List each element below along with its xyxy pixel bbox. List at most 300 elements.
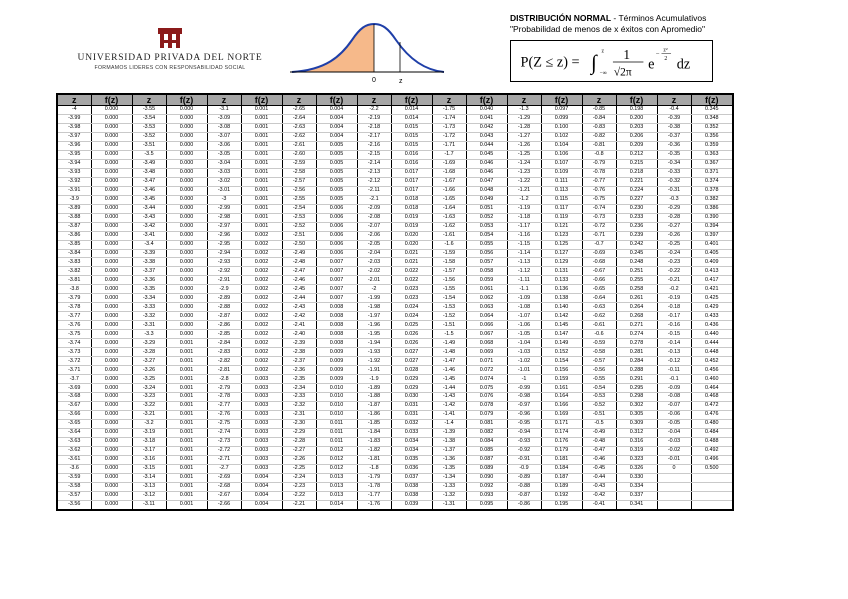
fz-value-cell: 0.000 bbox=[91, 222, 132, 231]
z-value-cell: -3.64 bbox=[57, 428, 91, 437]
fz-value-cell: 0.000 bbox=[91, 114, 132, 123]
fz-value-cell: 0.015 bbox=[391, 123, 432, 132]
fz-value-cell: 0.115 bbox=[541, 195, 582, 204]
z-value-cell: -1.36 bbox=[432, 455, 466, 464]
fz-value-cell: 0.031 bbox=[391, 410, 432, 419]
z-value-cell: -1.89 bbox=[357, 384, 391, 393]
fz-value-cell: 0.000 bbox=[91, 276, 132, 285]
fz-value-cell: 0.014 bbox=[391, 106, 432, 115]
z-value-cell: -3.89 bbox=[57, 204, 91, 213]
z-value-cell: -0.15 bbox=[657, 330, 691, 339]
z-value-cell: -0.74 bbox=[582, 204, 616, 213]
fz-value-cell: 0.003 bbox=[241, 375, 282, 384]
fz-value-cell: 0.001 bbox=[166, 428, 207, 437]
fz-value-cell: 0.460 bbox=[691, 375, 733, 384]
fz-value-cell: 0.397 bbox=[691, 231, 733, 240]
z-value-cell: -1.49 bbox=[432, 339, 466, 348]
z-value-cell: -2.42 bbox=[282, 312, 316, 321]
fz-value-cell: 0.016 bbox=[391, 150, 432, 159]
fz-value-cell: 0.000 bbox=[91, 321, 132, 330]
table-row bbox=[57, 213, 733, 222]
z-value-cell: -3.63 bbox=[57, 437, 91, 446]
z-value-cell: -1.59 bbox=[432, 249, 466, 258]
fz-value-cell: 0.048 bbox=[466, 186, 507, 195]
fz-value-cell: 0.000 bbox=[166, 213, 207, 222]
fz-value-cell: 0.000 bbox=[166, 222, 207, 231]
fz-value-cell: 0.001 bbox=[166, 500, 207, 509]
z-value-cell: -4 bbox=[57, 106, 91, 115]
svg-text:√2π: √2π bbox=[613, 66, 632, 79]
fz-value-cell bbox=[691, 491, 733, 500]
z-value-cell: -1.75 bbox=[432, 106, 466, 115]
z-value-cell: -1.24 bbox=[507, 159, 541, 168]
z-value-cell: -3.67 bbox=[57, 401, 91, 410]
fz-value-cell: 0.011 bbox=[316, 437, 357, 446]
z-value-cell: -2.57 bbox=[282, 177, 316, 186]
fz-value-cell: 0.001 bbox=[241, 222, 282, 231]
z-value-cell: -3.17 bbox=[132, 446, 166, 455]
fz-value-cell: 0.000 bbox=[166, 231, 207, 240]
z-value-cell: -2.12 bbox=[357, 177, 391, 186]
fz-value-cell: 0.022 bbox=[391, 276, 432, 285]
table-row bbox=[57, 141, 733, 150]
z-value-cell: -1.02 bbox=[507, 357, 541, 366]
z-value-cell: -1.68 bbox=[432, 168, 466, 177]
z-value-cell: -1.04 bbox=[507, 339, 541, 348]
table-row bbox=[57, 195, 733, 204]
z-value-cell: -0.85 bbox=[582, 106, 616, 115]
z-value-cell: -2.27 bbox=[282, 446, 316, 455]
column-header-z: z bbox=[357, 94, 391, 106]
fz-value-cell: 0.001 bbox=[166, 375, 207, 384]
fz-value-cell: 0.224 bbox=[616, 186, 657, 195]
z-value-cell: -3.31 bbox=[132, 321, 166, 330]
fz-value-cell: 0.041 bbox=[466, 114, 507, 123]
fz-value-cell: 0.488 bbox=[691, 437, 733, 446]
fz-value-cell: 0.218 bbox=[616, 168, 657, 177]
z-value-cell: -3.2 bbox=[132, 419, 166, 428]
z-value-cell: -2.09 bbox=[357, 204, 391, 213]
fz-value-cell: 0.000 bbox=[91, 330, 132, 339]
z-value-cell: -1.28 bbox=[507, 123, 541, 132]
z-value-cell: -2.05 bbox=[357, 240, 391, 249]
fz-value-cell: 0.348 bbox=[691, 114, 733, 123]
z-value-cell: -3.39 bbox=[132, 249, 166, 258]
fz-value-cell: 0.359 bbox=[691, 141, 733, 150]
z-value-cell: -0.76 bbox=[582, 186, 616, 195]
fz-value-cell: 0.027 bbox=[391, 357, 432, 366]
z-value-cell: -1.13 bbox=[507, 258, 541, 267]
fz-value-cell: 0.464 bbox=[691, 384, 733, 393]
table-row bbox=[57, 177, 733, 186]
fz-value-cell: 0.005 bbox=[316, 186, 357, 195]
z-value-cell: -0.94 bbox=[507, 428, 541, 437]
z-value-cell: -1.91 bbox=[357, 366, 391, 375]
fz-value-cell: 0.268 bbox=[616, 312, 657, 321]
fz-value-cell: 0.000 bbox=[91, 267, 132, 276]
fz-value-cell: 0.295 bbox=[616, 384, 657, 393]
z-value-cell: -1.15 bbox=[507, 240, 541, 249]
fz-value-cell: 0.429 bbox=[691, 303, 733, 312]
title-rest: - Términos Acumulativos bbox=[611, 13, 707, 23]
z-value-cell: -2.89 bbox=[207, 294, 241, 303]
fz-value-cell: 0.061 bbox=[466, 285, 507, 294]
z-value-cell: -0.56 bbox=[582, 366, 616, 375]
fz-value-cell: 0.326 bbox=[616, 464, 657, 473]
z-value-cell: -2.13 bbox=[357, 168, 391, 177]
fz-value-cell: 0.000 bbox=[91, 366, 132, 375]
table-row bbox=[57, 446, 733, 455]
z-value-cell: -0.5 bbox=[582, 419, 616, 428]
z-value-cell: -2.86 bbox=[207, 321, 241, 330]
fz-value-cell: 0.007 bbox=[316, 267, 357, 276]
z-value-cell: -1.12 bbox=[507, 267, 541, 276]
z-value-cell: -2.51 bbox=[282, 231, 316, 240]
z-value-cell: -1.25 bbox=[507, 150, 541, 159]
z-value-cell: -3 bbox=[207, 195, 241, 204]
fz-value-cell: 0.003 bbox=[241, 455, 282, 464]
z-value-cell: -2.46 bbox=[282, 276, 316, 285]
table-row bbox=[57, 294, 733, 303]
fz-value-cell: 0.010 bbox=[316, 384, 357, 393]
z-value-cell: -3.85 bbox=[57, 240, 91, 249]
z-value-cell: -3.35 bbox=[132, 285, 166, 294]
table-row bbox=[57, 464, 733, 473]
z-value-cell: -2.97 bbox=[207, 222, 241, 231]
fz-value-cell: 0.456 bbox=[691, 366, 733, 375]
z-value-cell: -1.31 bbox=[432, 500, 466, 509]
z-value-cell: -3.48 bbox=[132, 168, 166, 177]
fz-value-cell: 0.149 bbox=[541, 339, 582, 348]
z-value-cell: -3.73 bbox=[57, 348, 91, 357]
fz-value-cell: 0.448 bbox=[691, 348, 733, 357]
z-value-cell: -3.61 bbox=[57, 455, 91, 464]
z-value-cell: -0.55 bbox=[582, 375, 616, 384]
fz-value-cell: 0.288 bbox=[616, 366, 657, 375]
z-value-cell: -3.03 bbox=[207, 168, 241, 177]
fz-value-cell: 0.008 bbox=[316, 303, 357, 312]
title-main: DISTRIBUCIÓN NORMAL bbox=[510, 13, 612, 23]
fz-value-cell: 0.107 bbox=[541, 159, 582, 168]
table-row bbox=[57, 330, 733, 339]
fz-value-cell: 0.106 bbox=[541, 150, 582, 159]
z-value-cell: -3.58 bbox=[57, 482, 91, 491]
fz-value-cell: 0.000 bbox=[91, 204, 132, 213]
z-value-cell: -3.66 bbox=[57, 410, 91, 419]
normal-cdf-formula bbox=[510, 40, 713, 82]
fz-value-cell: 0.013 bbox=[316, 491, 357, 500]
z-value-cell: -0.03 bbox=[657, 437, 691, 446]
table-row bbox=[57, 150, 733, 159]
z-value-cell: -0.18 bbox=[657, 303, 691, 312]
z-value-cell: -1.58 bbox=[432, 258, 466, 267]
z-value-cell: -2.08 bbox=[357, 213, 391, 222]
fz-value-cell: 0.000 bbox=[166, 123, 207, 132]
fz-value-cell: 0.001 bbox=[241, 168, 282, 177]
z-value-cell: -0.21 bbox=[657, 276, 691, 285]
fz-value-cell: 0.033 bbox=[391, 428, 432, 437]
fz-value-cell: 0.100 bbox=[541, 123, 582, 132]
fz-value-cell: 0.371 bbox=[691, 168, 733, 177]
z-value-cell: -0.41 bbox=[582, 500, 616, 509]
z-value-cell: -2.1 bbox=[357, 195, 391, 204]
table-row bbox=[57, 258, 733, 267]
fz-value-cell: 0.000 bbox=[91, 231, 132, 240]
svg-text:e: e bbox=[648, 56, 655, 73]
z-value-cell: -0.87 bbox=[507, 491, 541, 500]
fz-value-cell: 0.092 bbox=[466, 482, 507, 491]
z-value-cell: -0.11 bbox=[657, 366, 691, 375]
fz-value-cell: 0.000 bbox=[91, 375, 132, 384]
upn-logo-icon bbox=[156, 26, 184, 50]
table-row bbox=[57, 482, 733, 491]
z-value-cell: -2.77 bbox=[207, 401, 241, 410]
z-value-cell: -0.9 bbox=[507, 464, 541, 473]
z-value-cell: -2.39 bbox=[282, 339, 316, 348]
z-value-cell: -3.76 bbox=[57, 321, 91, 330]
fz-value-cell: 0.004 bbox=[316, 114, 357, 123]
fz-value-cell: 0.125 bbox=[541, 240, 582, 249]
fz-value-cell: 0.236 bbox=[616, 222, 657, 231]
fz-value-cell: 0.239 bbox=[616, 231, 657, 240]
fz-value-cell: 0.484 bbox=[691, 428, 733, 437]
z-value-cell: -1.97 bbox=[357, 312, 391, 321]
z-value-cell: -0.4 bbox=[657, 106, 691, 115]
fz-value-cell: 0.000 bbox=[166, 177, 207, 186]
fz-value-cell: 0.000 bbox=[91, 106, 132, 115]
z-value-cell: -2.98 bbox=[207, 213, 241, 222]
z-value-cell: -2.25 bbox=[282, 464, 316, 473]
fz-value-cell: 0.145 bbox=[541, 321, 582, 330]
z-value-cell: -3.7 bbox=[57, 375, 91, 384]
z-value-cell: -3.52 bbox=[132, 132, 166, 141]
z-value-cell: -1.09 bbox=[507, 294, 541, 303]
z-value-cell: -1.14 bbox=[507, 249, 541, 258]
z-value-cell: -3.3 bbox=[132, 330, 166, 339]
z-value-cell: -2.58 bbox=[282, 168, 316, 177]
fz-value-cell: 0.087 bbox=[466, 455, 507, 464]
z-value-cell: -3.06 bbox=[207, 141, 241, 150]
fz-value-cell: 0.131 bbox=[541, 267, 582, 276]
fz-value-cell: 0.012 bbox=[316, 446, 357, 455]
fz-value-cell: 0.000 bbox=[166, 168, 207, 177]
table-row bbox=[57, 123, 733, 132]
fz-value-cell: 0.302 bbox=[616, 401, 657, 410]
fz-value-cell: 0.002 bbox=[241, 330, 282, 339]
fz-value-cell: 0.003 bbox=[241, 437, 282, 446]
fz-value-cell: 0.000 bbox=[91, 482, 132, 491]
z-value-cell: -3.05 bbox=[207, 150, 241, 159]
z-value-cell: -0.35 bbox=[657, 150, 691, 159]
z-value-cell: -3.16 bbox=[132, 455, 166, 464]
fz-value-cell: 0.000 bbox=[166, 204, 207, 213]
z-value-cell: -0.23 bbox=[657, 258, 691, 267]
table-row bbox=[57, 410, 733, 419]
z-value-cell: -2.15 bbox=[357, 150, 391, 159]
fz-value-cell: 0.001 bbox=[166, 473, 207, 482]
z-value-cell: -3.68 bbox=[57, 393, 91, 402]
z-value-cell: -2.35 bbox=[282, 375, 316, 384]
z-value-cell: -2.59 bbox=[282, 159, 316, 168]
z-value-cell: -2.29 bbox=[282, 428, 316, 437]
fz-value-cell: 0.062 bbox=[466, 294, 507, 303]
fz-value-cell bbox=[691, 500, 733, 509]
z-value-cell: -1.52 bbox=[432, 312, 466, 321]
fz-value-cell: 0.009 bbox=[316, 357, 357, 366]
z-value-cell: -2.52 bbox=[282, 222, 316, 231]
fz-value-cell: 0.258 bbox=[616, 285, 657, 294]
fz-value-cell: 0.007 bbox=[316, 294, 357, 303]
fz-value-cell: 0.345 bbox=[691, 106, 733, 115]
z-value-cell: -0.59 bbox=[582, 339, 616, 348]
table-row bbox=[57, 312, 733, 321]
z-value-cell: -2.49 bbox=[282, 249, 316, 258]
fz-value-cell: 0.284 bbox=[616, 357, 657, 366]
fz-value-cell: 0.367 bbox=[691, 159, 733, 168]
fz-value-cell: 0.001 bbox=[166, 446, 207, 455]
z-value-cell: -0.53 bbox=[582, 393, 616, 402]
z-value-cell: -0.13 bbox=[657, 348, 691, 357]
fz-value-cell: 0.363 bbox=[691, 150, 733, 159]
z-value-cell: -0.77 bbox=[582, 177, 616, 186]
fz-value-cell: 0.026 bbox=[391, 339, 432, 348]
fz-value-cell: 0.192 bbox=[541, 491, 582, 500]
fz-value-cell: 0.409 bbox=[691, 258, 733, 267]
z-value-cell: -1.42 bbox=[432, 401, 466, 410]
z-value-cell: -2.18 bbox=[357, 123, 391, 132]
z-value-cell: -3.04 bbox=[207, 159, 241, 168]
z-value-cell: -3.84 bbox=[57, 249, 91, 258]
fz-value-cell: 0.017 bbox=[391, 168, 432, 177]
fz-value-cell: 0.102 bbox=[541, 132, 582, 141]
z-value-cell: -0.06 bbox=[657, 410, 691, 419]
z-value-cell: -3.11 bbox=[132, 500, 166, 509]
fz-value-cell: 0.000 bbox=[166, 258, 207, 267]
fz-value-cell: 0.000 bbox=[166, 240, 207, 249]
z-value-cell: -2.41 bbox=[282, 321, 316, 330]
fz-value-cell: 0.006 bbox=[316, 204, 357, 213]
z-value-cell: -1.05 bbox=[507, 330, 541, 339]
z-value-cell: -3.49 bbox=[132, 159, 166, 168]
z-value-cell: -1.77 bbox=[357, 491, 391, 500]
z-value-cell: -2.68 bbox=[207, 482, 241, 491]
z-value-cell: -2.30 bbox=[282, 419, 316, 428]
fz-value-cell: 0.291 bbox=[616, 375, 657, 384]
column-header-z: z bbox=[657, 94, 691, 106]
svg-text:2: 2 bbox=[664, 56, 668, 63]
fz-value-cell: 0.028 bbox=[391, 366, 432, 375]
z-value-cell: -3.37 bbox=[132, 267, 166, 276]
fz-value-cell: 0.075 bbox=[466, 384, 507, 393]
table-row bbox=[57, 222, 733, 231]
z-value-cell: -2.74 bbox=[207, 428, 241, 437]
z-value-cell: -2.11 bbox=[357, 186, 391, 195]
fz-value-cell: 0.001 bbox=[241, 213, 282, 222]
fz-value-cell: 0.020 bbox=[391, 231, 432, 240]
z-value-cell: -1.54 bbox=[432, 294, 466, 303]
fz-value-cell: 0.000 bbox=[166, 114, 207, 123]
z-value-cell: -0.39 bbox=[657, 114, 691, 123]
z-value-cell: -1.07 bbox=[507, 312, 541, 321]
z-value-cell: -3.79 bbox=[57, 294, 91, 303]
fz-value-cell: 0.000 bbox=[91, 195, 132, 204]
fz-value-cell: 0.002 bbox=[241, 267, 282, 276]
fz-value-cell: 0.352 bbox=[691, 123, 733, 132]
z-value-cell: -0.16 bbox=[657, 321, 691, 330]
column-header-fz: f(z) bbox=[391, 94, 432, 106]
z-value-cell: -0.6 bbox=[582, 330, 616, 339]
fz-value-cell: 0.000 bbox=[91, 348, 132, 357]
z-value-cell: -0.92 bbox=[507, 446, 541, 455]
fz-value-cell: 0.003 bbox=[241, 419, 282, 428]
z-value-cell: -3.21 bbox=[132, 410, 166, 419]
z-value-cell: -2.16 bbox=[357, 141, 391, 150]
z-value-cell: -3.07 bbox=[207, 132, 241, 141]
z-value-cell: -2.34 bbox=[282, 384, 316, 393]
z-value-cell: -1.98 bbox=[357, 303, 391, 312]
column-header-fz: f(z) bbox=[466, 94, 507, 106]
z-value-cell: -3.97 bbox=[57, 132, 91, 141]
fz-value-cell: 0.014 bbox=[391, 114, 432, 123]
fz-value-cell: 0.005 bbox=[316, 150, 357, 159]
z-value-cell: -0.72 bbox=[582, 222, 616, 231]
z-value-cell: -1.56 bbox=[432, 276, 466, 285]
table-row bbox=[57, 375, 733, 384]
z-value-cell: -1.73 bbox=[432, 123, 466, 132]
table-row bbox=[57, 321, 733, 330]
fz-value-cell: 0.261 bbox=[616, 294, 657, 303]
fz-value-cell: 0.000 bbox=[91, 186, 132, 195]
z-value-cell: -3.47 bbox=[132, 177, 166, 186]
z-value-cell: -2.65 bbox=[282, 106, 316, 115]
fz-value-cell: 0.119 bbox=[541, 213, 582, 222]
fz-value-cell: 0.394 bbox=[691, 222, 733, 231]
z-value-cell: -0.68 bbox=[582, 258, 616, 267]
z-value-cell: -2.19 bbox=[357, 114, 391, 123]
z-value-cell: -0.19 bbox=[657, 294, 691, 303]
z-value-cell: -0.38 bbox=[657, 123, 691, 132]
fz-value-cell: 0.111 bbox=[541, 177, 582, 186]
fz-value-cell: 0.440 bbox=[691, 330, 733, 339]
fz-value-cell: 0.008 bbox=[316, 330, 357, 339]
fz-value-cell: 0.341 bbox=[616, 500, 657, 509]
fz-value-cell: 0.029 bbox=[391, 384, 432, 393]
fz-value-cell: 0.000 bbox=[91, 141, 132, 150]
z-value-cell: -1.86 bbox=[357, 410, 391, 419]
z-value-cell: -1.99 bbox=[357, 294, 391, 303]
column-header-z: z bbox=[207, 94, 241, 106]
fz-value-cell: 0.164 bbox=[541, 393, 582, 402]
z-value-cell: -1.43 bbox=[432, 393, 466, 402]
fz-value-cell: 0.089 bbox=[466, 464, 507, 473]
z-value-cell: -3.86 bbox=[57, 231, 91, 240]
fz-value-cell: 0.023 bbox=[391, 285, 432, 294]
z-value-cell: -3.72 bbox=[57, 357, 91, 366]
z-value-cell: -0.07 bbox=[657, 401, 691, 410]
table-row bbox=[57, 204, 733, 213]
fz-value-cell: 0.000 bbox=[91, 312, 132, 321]
z-value-cell: -0.22 bbox=[657, 267, 691, 276]
z-value-cell: -0.69 bbox=[582, 249, 616, 258]
z-value-cell: -0.93 bbox=[507, 437, 541, 446]
fz-value-cell: 0.004 bbox=[316, 132, 357, 141]
fz-value-cell: 0.417 bbox=[691, 276, 733, 285]
column-header-fz: f(z) bbox=[691, 94, 733, 106]
z-value-cell: -0.26 bbox=[657, 231, 691, 240]
z-value-cell: -0.24 bbox=[657, 249, 691, 258]
fz-value-cell: 0.000 bbox=[91, 339, 132, 348]
fz-value-cell: 0.184 bbox=[541, 464, 582, 473]
